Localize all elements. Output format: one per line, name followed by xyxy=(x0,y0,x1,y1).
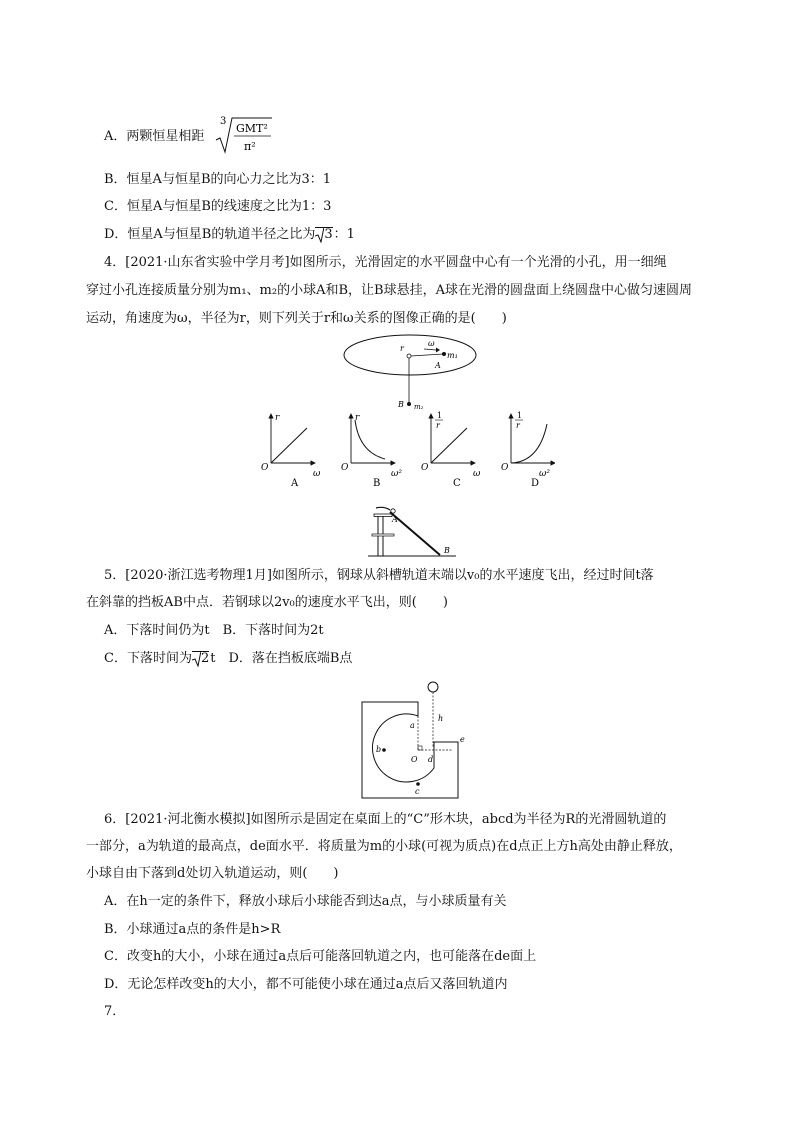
q5-options-ab: A．下落时间仍为t B．下落时间为2t xyxy=(104,623,324,638)
q6-option-a: A．在h一定的条件下，释放小球后小球能否到达a点，与小球质量有关 xyxy=(104,894,507,909)
q6-c-block-figure xyxy=(358,676,470,800)
q6-stem-line3: 小球自由下落到d处切入轨道运动，则( ) xyxy=(86,866,339,881)
q7-number: 7． xyxy=(104,1004,126,1019)
radical-sign xyxy=(315,227,324,243)
graph-c-caption: C xyxy=(453,478,461,489)
ball-a xyxy=(442,352,446,356)
string-horizontal xyxy=(411,354,443,356)
graph-a-curve xyxy=(271,428,307,463)
chute-track xyxy=(376,507,390,510)
q3-option-a xyxy=(104,128,204,146)
q4-stem-line1: 4．[2021·山东省实验中学月考]如图所示，光滑固定的水平圆盘中心有一个光滑的小孔，用一细绳 xyxy=(104,255,667,270)
graph-d-y-denominator: r xyxy=(516,421,520,430)
graph-d xyxy=(501,411,555,489)
omega-arrow xyxy=(424,349,436,350)
q6-option-c: C．改变h的大小，小球在通过a点后可能落回轨道之内，也可能落在de面上 xyxy=(104,949,537,964)
label-ball-b: B xyxy=(398,400,404,409)
q5-stem-line1: 5．[2020·浙江选考物理1月]如图所示，钢球从斜槽轨道末端以v₀的水平速度飞出，经过时间t落 xyxy=(104,568,654,583)
graph-c-x-label: ω xyxy=(473,469,481,479)
label-h: h xyxy=(438,714,444,723)
q4-stem-line3: 运动，角速度为ω，半径为r，则下列关于r和ω关系的图像正确的是( ) xyxy=(86,311,507,326)
graph-a xyxy=(261,413,321,489)
q3-root-index: 3 xyxy=(220,116,227,127)
graph-b-curve xyxy=(355,420,385,459)
label-omega: ω xyxy=(428,339,435,348)
q4-stem-line2: 穿过小孔连接质量分别为m₁、m₂的小球A和B，让B球悬挂，A球在光滑的圆盘面上绕圆盘中心做匀速圆周 xyxy=(86,283,692,298)
graph-c-curve xyxy=(431,428,467,463)
label-a: a xyxy=(410,721,415,730)
q5-sqrt-radicand: 2 xyxy=(200,651,210,666)
label-d: d xyxy=(428,755,434,764)
q3-option-b: B．恒星A与恒星B的向心力之比为3：1 xyxy=(104,172,332,187)
label-o: O xyxy=(411,755,418,764)
q5-option-cd-suffix: t D．落在挡板底端B点 xyxy=(210,651,353,666)
q3-option-a-cube-root xyxy=(214,112,274,156)
q5-sqrt xyxy=(192,651,209,666)
q3-sqrt xyxy=(315,227,332,242)
q4-graphs xyxy=(255,408,555,490)
table-shelf xyxy=(372,534,394,536)
small-ball xyxy=(428,682,438,692)
graph-a-origin: O xyxy=(261,463,269,473)
q5-option-c-text: C．下落时间为 xyxy=(104,651,192,666)
radical-sign xyxy=(192,651,201,667)
q3-option-c: C．恒星A与恒星B的线速度之比为1：3 xyxy=(104,199,332,214)
graph-c-origin: O xyxy=(421,463,429,473)
graph-b-x-label: ω² xyxy=(391,469,402,479)
graph-c xyxy=(421,411,481,489)
label-e: e xyxy=(460,735,465,744)
point-c xyxy=(416,782,420,786)
q3-root-numerator: GMT² xyxy=(236,122,268,135)
ball-b xyxy=(407,402,411,406)
label-c: c xyxy=(415,787,420,796)
graph-d-x-label: ω² xyxy=(539,469,550,479)
q5-chute-figure xyxy=(366,500,462,560)
q3-option-a-text: A．两颗恒星相距 xyxy=(104,129,205,144)
label-b: B xyxy=(444,546,450,555)
q4-disc-figure xyxy=(340,333,480,413)
label-ball-a: A xyxy=(435,361,441,370)
q6-option-b: B．小球通过a点的条件是h>R xyxy=(104,922,281,937)
graph-a-y-label: r xyxy=(275,413,280,423)
q5-options-cd xyxy=(104,650,352,668)
graph-c-y-denominator: r xyxy=(436,421,440,430)
graph-b-y-label: r xyxy=(355,413,360,423)
label-a: A xyxy=(392,515,398,524)
graph-a-x-label: ω xyxy=(313,469,321,479)
label-r: r xyxy=(400,344,404,353)
q3-sqrt-radicand: 3 xyxy=(324,227,333,242)
graph-a-caption: A xyxy=(291,478,299,489)
graph-b-caption: B xyxy=(373,478,381,489)
q6-stem-line2: 一部分，a为轨道的最高点，de面水平．将质量为m的小球(可视为质点)在d点正上方h高处由静止释放， xyxy=(86,839,682,854)
q6-option-d: D．无论怎样改变h的大小，都不可能使小球在通过a点后又落回轨道内 xyxy=(104,977,508,992)
label-b: b xyxy=(376,745,382,754)
q3-option-d xyxy=(104,226,355,244)
center-hole xyxy=(407,354,411,358)
omega-arrowhead xyxy=(436,348,440,353)
graph-d-caption: D xyxy=(531,478,540,489)
graph-d-origin: O xyxy=(501,463,509,473)
graph-b-origin: O xyxy=(341,463,349,473)
graph-c-y-numerator: 1 xyxy=(437,411,443,420)
label-m1: m₁ xyxy=(447,351,458,360)
graph-b xyxy=(341,413,402,489)
q3-option-d-suffix: ：1 xyxy=(333,227,355,242)
label-m2: m₂ xyxy=(414,403,424,411)
q5-stem-line2: 在斜靠的挡板AB中点．若钢球以2v₀的速度水平飞出，则( ) xyxy=(86,595,448,610)
q3-root-denominator: π² xyxy=(244,140,256,153)
q3-option-d-text: D．恒星A与恒星B的轨道半径之比为 xyxy=(104,227,316,242)
point-b xyxy=(382,748,386,752)
q6-stem-line1: 6．[2021·河北衡水模拟]如图所示是固定在桌面上的“C”形木块，abcd为半径为R的光滑圆轨道的 xyxy=(104,812,667,827)
graph-d-y-numerator: 1 xyxy=(517,411,523,420)
right-angle-mark xyxy=(418,746,422,750)
